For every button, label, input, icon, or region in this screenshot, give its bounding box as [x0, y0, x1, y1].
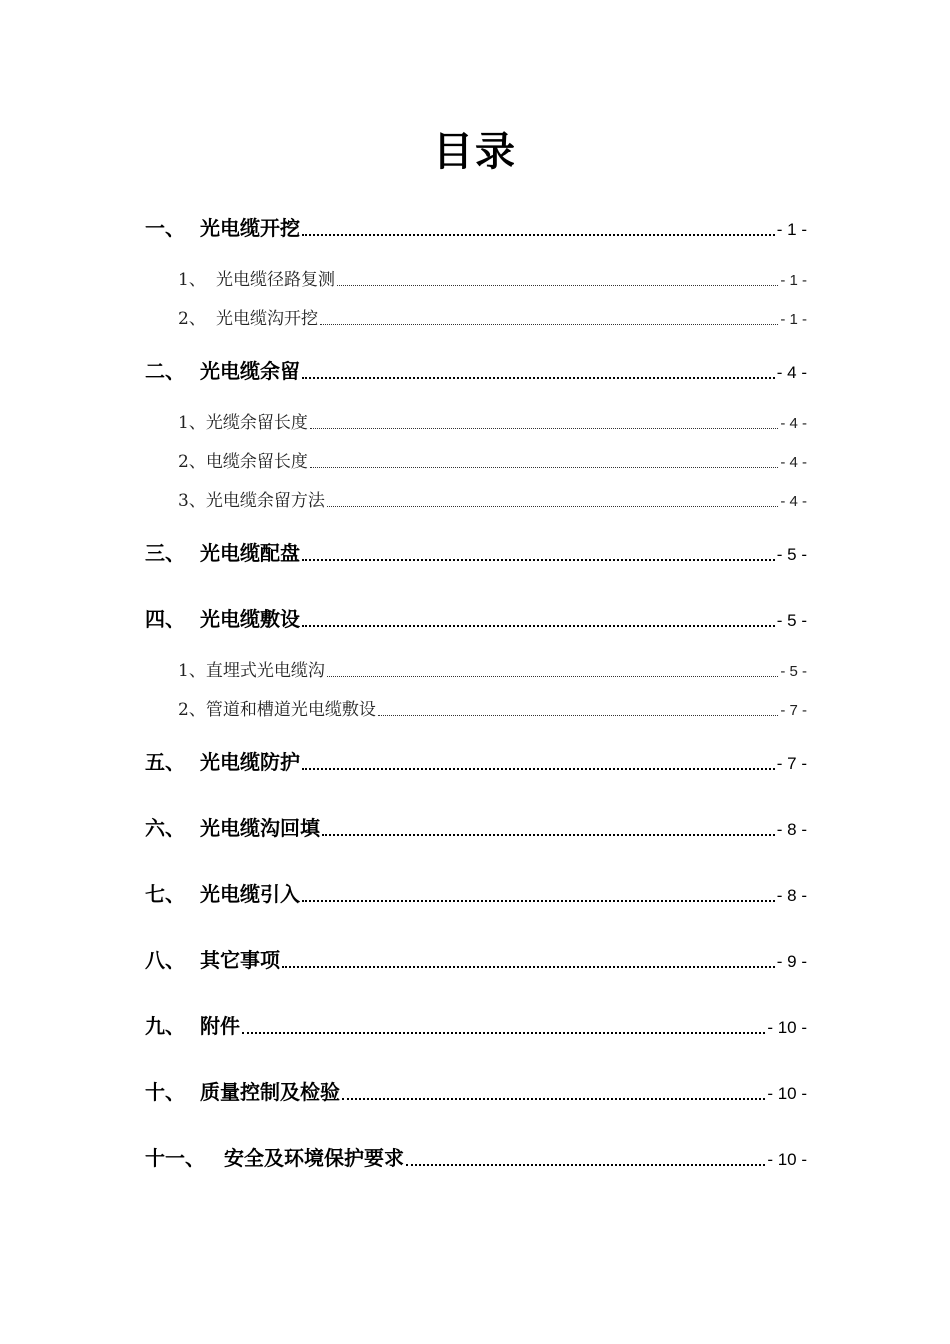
- toc-entry-page: - 4 -: [776, 363, 807, 382]
- toc-entry-page: - 5 -: [776, 545, 807, 564]
- toc-entry-label: 光电缆余留: [200, 359, 300, 383]
- toc-subentry-label: 光电缆径路复测: [216, 270, 335, 290]
- toc-entry[interactable]: [145, 1143, 807, 1173]
- toc-subentry-page: - 1 -: [780, 311, 807, 328]
- toc-entry-label: 光电缆敷设: [200, 607, 300, 631]
- toc-entry-number: 七、: [145, 882, 185, 906]
- toc-entry[interactable]: [145, 813, 807, 843]
- toc-entry[interactable]: [145, 604, 807, 634]
- toc-entry[interactable]: [145, 1011, 807, 1041]
- toc-entry-label: 安全及环境保护要求: [224, 1146, 404, 1170]
- toc-entry-number: 二、: [145, 359, 185, 383]
- toc-entry-page: - 5 -: [776, 611, 807, 630]
- dot-leader: [327, 659, 779, 683]
- toc-entry-page: - 10 -: [767, 1018, 807, 1037]
- toc-subentry-number: 2、: [178, 452, 206, 472]
- toc-subentry[interactable]: [178, 268, 807, 292]
- toc-entry-number: 六、: [145, 816, 185, 840]
- dot-leader: [320, 307, 778, 331]
- dot-leader: [337, 268, 778, 292]
- toc-entry-label: 附件: [200, 1014, 240, 1038]
- toc-subentry-number: 2、: [178, 700, 206, 720]
- toc-entry-label: 光电缆引入: [200, 882, 300, 906]
- toc-entry-page: - 10 -: [767, 1150, 807, 1169]
- toc-entry-number: 四、: [145, 607, 185, 631]
- toc-entry[interactable]: [145, 747, 807, 777]
- dot-leader: [327, 489, 779, 513]
- toc-subentry[interactable]: [178, 698, 807, 722]
- toc-subentry-number: 1、: [178, 661, 206, 681]
- toc-subentry-page: - 1 -: [780, 272, 807, 289]
- toc-subentry[interactable]: [178, 659, 807, 683]
- toc-entry-page: - 8 -: [776, 886, 807, 905]
- toc-entry-number: 十、: [145, 1080, 185, 1104]
- toc-entry-label: 光电缆防护: [200, 750, 300, 774]
- toc-subentry-label: 管道和槽道光电缆敷设: [205, 700, 376, 720]
- dot-leader: [302, 604, 775, 634]
- toc-subentry[interactable]: [178, 489, 807, 513]
- toc-subentry-number: 1、: [178, 270, 206, 290]
- toc-entry-number: 一、: [145, 216, 185, 240]
- dot-leader: [302, 879, 775, 909]
- toc-entry-label: 其它事项: [200, 948, 280, 972]
- toc-entry[interactable]: [145, 538, 807, 568]
- toc-entry[interactable]: [145, 945, 807, 975]
- toc-subentry-page: - 4 -: [780, 454, 807, 471]
- toc-entry-number: 九、: [145, 1014, 185, 1038]
- dot-leader: [378, 698, 779, 722]
- dot-leader: [302, 356, 775, 386]
- toc-subentry-label: 光电缆余留方法: [205, 491, 325, 511]
- toc-entry-page: - 9 -: [776, 952, 807, 971]
- toc-subentry-page: - 4 -: [780, 415, 807, 432]
- toc-subentry-number: 2、: [178, 309, 206, 329]
- dot-leader: [242, 1011, 765, 1041]
- toc-subentry[interactable]: [178, 411, 807, 435]
- toc-entry[interactable]: [145, 356, 807, 386]
- toc-entry-page: - 10 -: [767, 1084, 807, 1103]
- toc-entry-number: 三、: [145, 541, 185, 565]
- toc-subentry-number: 1、: [178, 413, 206, 433]
- toc-subentry-label: 光缆余留长度: [205, 413, 308, 433]
- toc-subentry-label: 光电缆沟开挖: [216, 309, 318, 329]
- toc-entry[interactable]: [145, 1077, 807, 1107]
- toc-subentry-label: 电缆余留长度: [205, 452, 308, 472]
- toc-entry-label: 光电缆开挖: [200, 216, 300, 240]
- dot-leader: [302, 538, 775, 568]
- dot-leader: [302, 747, 775, 777]
- toc-entry-label: 质量控制及检验: [200, 1080, 340, 1104]
- toc-subentry[interactable]: [178, 450, 807, 474]
- dot-leader: [302, 213, 775, 243]
- dot-leader: [310, 450, 779, 474]
- dot-leader: [322, 813, 775, 843]
- dot-leader: [282, 945, 775, 975]
- toc-subentry-page: - 4 -: [780, 493, 807, 510]
- toc-entry-label: 光电缆配盘: [200, 541, 300, 565]
- toc-subentry-label: 直埋式光电缆沟: [205, 661, 325, 681]
- toc-entry[interactable]: [145, 213, 807, 243]
- toc-title: 目录: [433, 129, 517, 175]
- toc-subentry-number: 3、: [178, 491, 206, 511]
- dot-leader: [310, 411, 779, 435]
- toc-entry-page: - 7 -: [776, 754, 807, 773]
- toc-entry-number: 十一、: [145, 1146, 205, 1170]
- toc-entry-number: 五、: [145, 750, 185, 774]
- toc-entry-page: - 8 -: [776, 820, 807, 839]
- toc-subentry-page: - 7 -: [780, 702, 807, 719]
- toc-subentry[interactable]: [178, 307, 807, 331]
- toc-subentry-page: - 5 -: [780, 663, 807, 680]
- toc-entry[interactable]: [145, 879, 807, 909]
- toc-entry-label: 光电缆沟回填: [200, 816, 320, 840]
- dot-leader: [342, 1077, 765, 1107]
- toc-entry-page: - 1 -: [776, 220, 807, 239]
- dot-leader: [406, 1143, 765, 1173]
- toc-entry-number: 八、: [145, 948, 185, 972]
